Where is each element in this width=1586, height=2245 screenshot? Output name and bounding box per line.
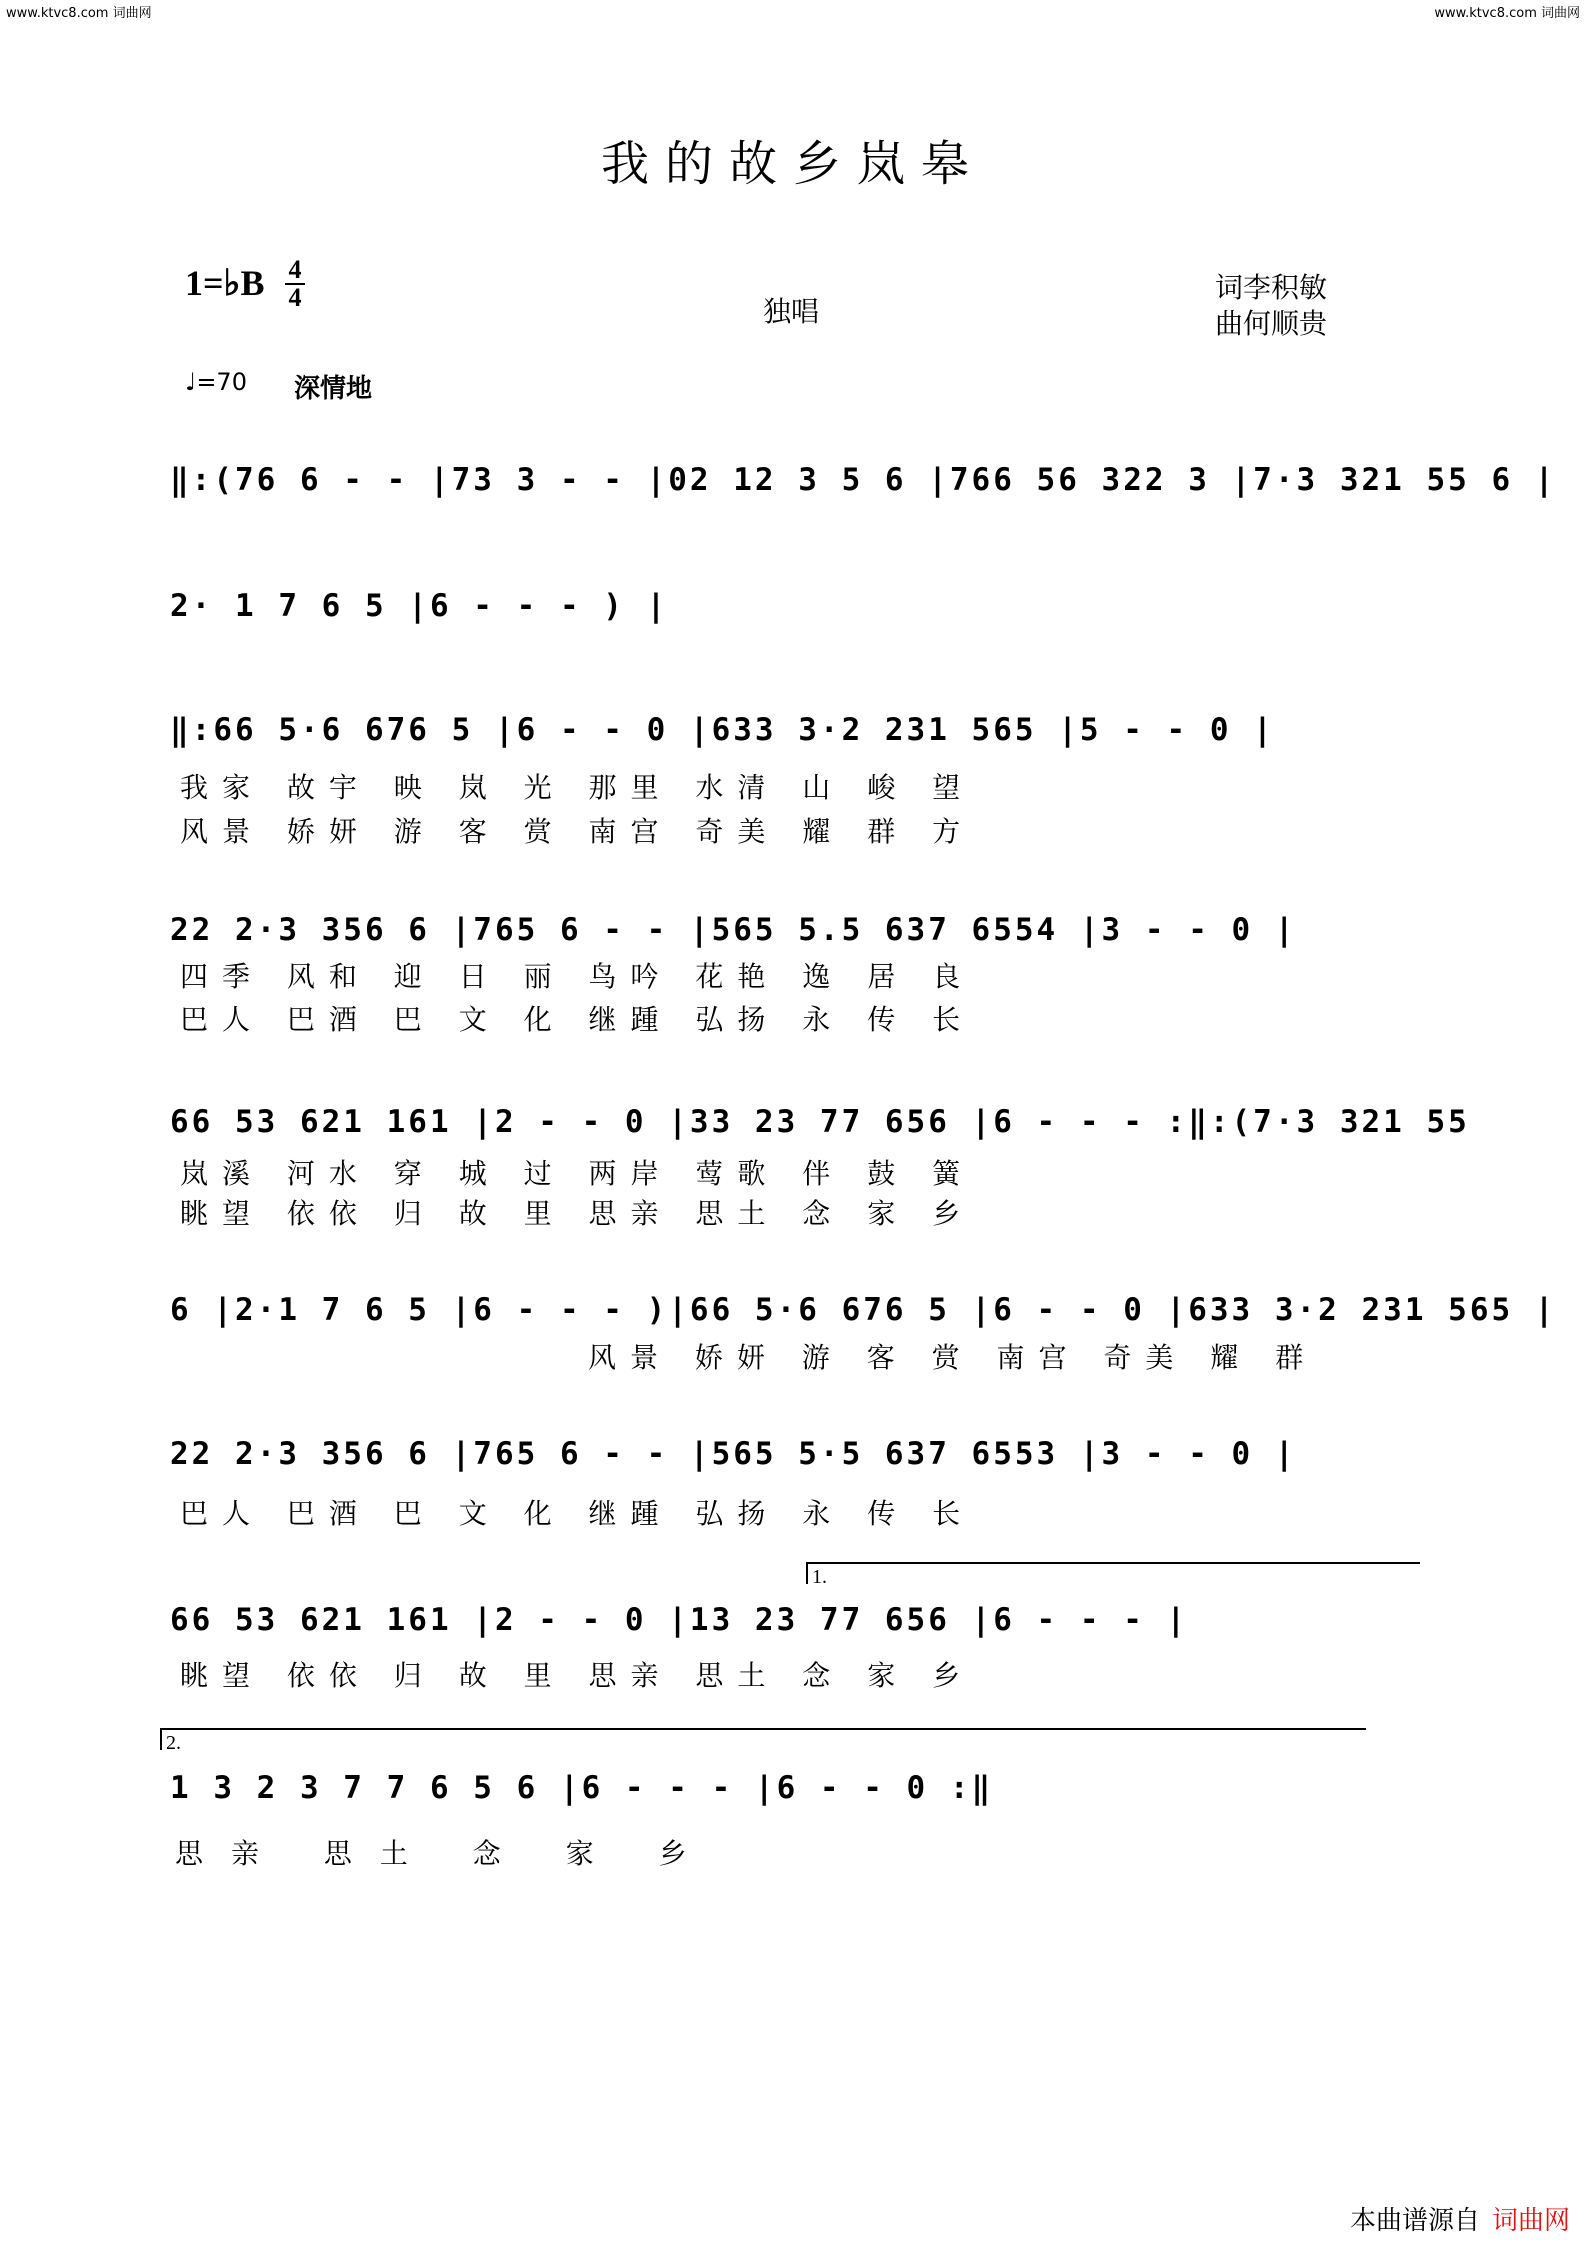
- staff-4-notes: 22 2·3 356 6 |765 6 - - |565 5.5 637 6554 |3 - - 0 |: [170, 912, 1297, 948]
- source-footer: [1350, 2200, 1570, 2237]
- composer: 曲何顺贵: [1215, 307, 1328, 340]
- staff-9-lyrics-1: 思亲 思土 念 家 乡: [175, 1837, 715, 1870]
- staff-3-lyrics-2: 风景 娇妍 游 客 赏 南宫 奇美 耀 群 方: [180, 815, 975, 848]
- lyricist: 词李积敏: [1215, 271, 1328, 304]
- tempo-mark: ♩=70: [185, 368, 247, 396]
- watermark-right: www.ktvc8.com 词曲网: [1434, 6, 1580, 21]
- time-bottom: 4: [288, 283, 302, 312]
- staff-5-notes: 66 53 621 161 |2 - - 0 |33 23 77 656 |6 - - - :‖:(7·3 321 55: [170, 1104, 1470, 1140]
- volta-1-label: 1.: [812, 1566, 827, 1588]
- staff-8-lyrics-1: 眺望 依依 归 故 里 思亲 思土 念 家 乡: [180, 1659, 975, 1692]
- performance-type: 独唱: [763, 295, 820, 328]
- staff-7-notes: 22 2·3 356 6 |765 6 - - |565 5·5 637 6553 |3 - - 0 |: [170, 1436, 1297, 1472]
- volta-second-ending: [160, 1728, 1366, 1754]
- time-signature: [285, 255, 305, 312]
- song-title: 我的故乡岚皋: [600, 136, 985, 192]
- staff-1-notes: ‖:(76 6 - - |73 3 - - |02 12 3 5 6 |766 56 322 3 |7·3 321 55 6 |: [170, 462, 1557, 498]
- time-top: 4: [288, 255, 302, 284]
- watermark-left: www.ktvc8.com 词曲网: [6, 6, 152, 21]
- staff-6-notes: 6 |2·1 7 6 5 |6 - - - )|66 5·6 676 5 |6 - - 0 |633 3·2 231 565 |: [170, 1292, 1557, 1328]
- staff-5-lyrics-1: 岚溪 河水 穿 城 过 两岸 莺歌 伴 鼓 簧: [180, 1157, 975, 1190]
- volta-2-label: 2.: [166, 1732, 181, 1754]
- staff-2-notes: 2· 1 7 6 5 |6 - - - ) |: [170, 588, 669, 624]
- staff-4-lyrics-2: 巴人 巴酒 巴 文 化 继踵 弘扬 永 传 长: [180, 1003, 975, 1036]
- key-signature: 1=♭B: [185, 263, 265, 303]
- staff-6-lyrics-1: 风景 娇妍 游 客 赏 南宫 奇美 耀 群: [588, 1341, 1318, 1374]
- staff-8-notes: 66 53 621 161 |2 - - 0 |13 23 77 656 |6 - - - |: [170, 1602, 1189, 1638]
- staff-5-lyrics-2: 眺望 依依 归 故 里 思亲 思土 念 家 乡: [180, 1197, 975, 1230]
- credits: [1215, 270, 1327, 342]
- staff-3-lyrics-1: 我家 故宇 映 岚 光 那里 水清 山 峻 望: [180, 771, 975, 804]
- expression-mark: 深情地: [294, 374, 373, 404]
- staff-9-notes: 1 3 2 3 7 7 6 5 6 |6 - - - |6 - - 0 :‖: [170, 1770, 994, 1806]
- staff-3-notes: ‖:66 5·6 676 5 |6 - - 0 |633 3·2 231 565 |5 - - 0 |: [170, 712, 1275, 748]
- volta-first-ending: [806, 1562, 1420, 1588]
- footer-text: 本曲谱源自: [1349, 2206, 1480, 2236]
- staff-7-lyrics-1: 巴人 巴酒 巴 文 化 继踵 弘扬 永 传 长: [180, 1497, 975, 1530]
- staff-4-lyrics-1: 四季 风和 迎 日 丽 鸟吟 花艳 逸 居 良: [180, 960, 975, 993]
- footer-site-link[interactable]: 词曲网: [1491, 2206, 1570, 2236]
